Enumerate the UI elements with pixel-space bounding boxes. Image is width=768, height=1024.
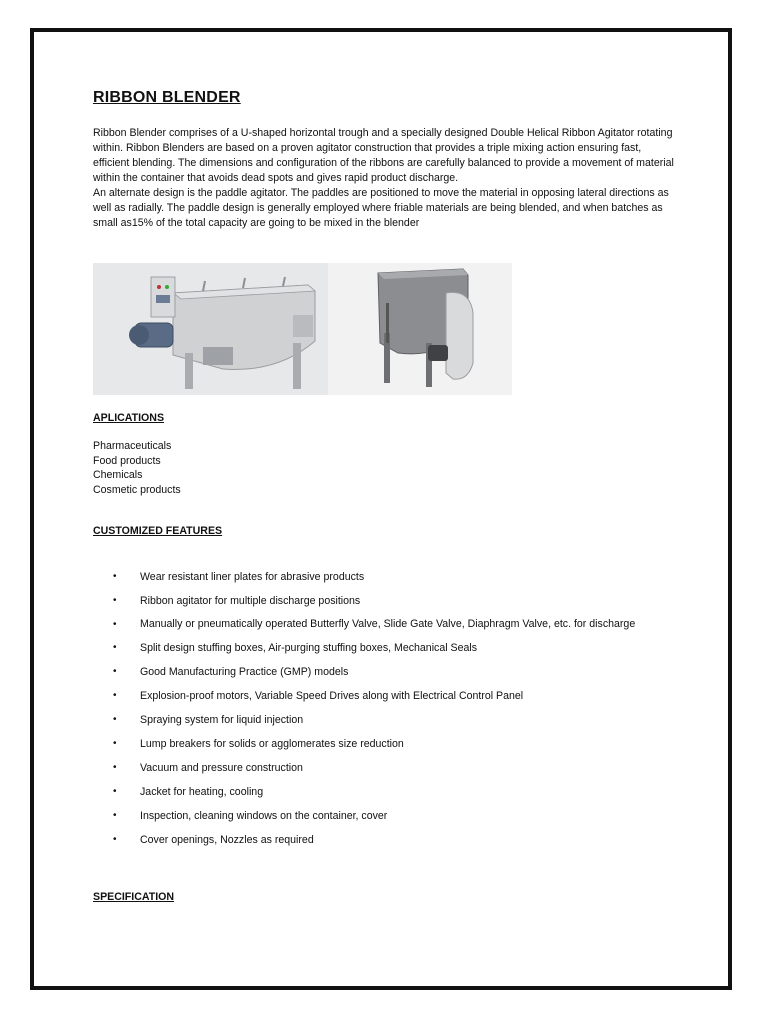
- feature-text: Explosion-proof motors, Variable Speed Drives along with Electrical Control Panel: [140, 690, 524, 702]
- list-item: [113, 613, 675, 636]
- features-heading: CUSTOMIZED FEATURES: [93, 525, 223, 537]
- bullet: •: [113, 642, 117, 653]
- applications-heading: APLICATIONS: [93, 412, 165, 424]
- list-item: [113, 684, 675, 708]
- list-item: [113, 756, 675, 780]
- list-item: [113, 708, 675, 732]
- list-item: [113, 660, 675, 684]
- list-item: Chemicals: [93, 469, 143, 482]
- bullet: •: [113, 810, 117, 821]
- feature-text: Inspection, cleaning windows on the container, cover: [140, 810, 388, 822]
- bullet: •: [113, 738, 117, 749]
- list-item: Pharmaceuticals: [93, 440, 172, 452]
- intro-paragraph-1: Ribbon Blender comprises of a U-shaped horizontal trough and a specially designed Double Helical Ribbon Agitator rotating within. Ribbon Blenders are based on a proven agitator construction that provides a triple mixing action ensuring fast, efficient blending. The dimensions and configuration of the ribbons are carefully balanced to provide a movement of material within the container that avoids dead spots and gives rapid product discharge.: [93, 127, 674, 184]
- feature-text: Lump breakers for solids or agglomerates size reduction: [140, 738, 404, 750]
- bullet: •: [113, 595, 117, 606]
- feature-text: Ribbon agitator for multiple discharge positions: [140, 595, 361, 607]
- feature-text: Vacuum and pressure construction: [140, 762, 303, 774]
- list-item: [113, 732, 675, 756]
- bullet: •: [113, 786, 117, 797]
- feature-text: Good Manufacturing Practice (GMP) models: [140, 666, 349, 678]
- ribbon-blender-photo-1: [93, 263, 328, 395]
- feature-text: Spraying system for liquid injection: [140, 714, 304, 726]
- intro-text: [93, 126, 675, 231]
- list-item: Cosmetic products: [93, 483, 181, 496]
- features-list: [113, 565, 675, 852]
- bullet: •: [113, 619, 117, 630]
- list-item: [113, 804, 675, 828]
- list-item: [113, 565, 675, 589]
- specification-heading: SPECIFICATION: [93, 891, 175, 903]
- bullet: •: [113, 762, 117, 773]
- feature-text: Cover openings, Nozzles as required: [140, 834, 314, 846]
- list-item: [113, 589, 675, 613]
- feature-text: Manually or pneumatically operated Butterfly Valve, Slide Gate Valve, Diaphragm Valve, etc. for discharge: [140, 618, 636, 630]
- product-images: [93, 263, 512, 395]
- feature-text: Split design stuffing boxes, Air-purging stuffing boxes, Mechanical Seals: [140, 642, 478, 654]
- intro-paragraph-2: An alternate design is the paddle agitator. The paddles are positioned to move the material in opposing lateral directions as well as radially. The paddle design is generally employed where friable materials are being blended, and when batches as small as15% of the total capacity are going to be mixed in the blender: [93, 187, 669, 229]
- ribbon-blender-photo-2: [328, 263, 512, 395]
- bullet: •: [113, 834, 117, 845]
- list-item: [113, 636, 675, 660]
- bullet: •: [113, 666, 117, 677]
- list-item: [113, 780, 675, 804]
- bullet: •: [113, 571, 117, 582]
- feature-text: Jacket for heating, cooling: [140, 786, 264, 798]
- feature-text: Wear resistant liner plates for abrasive products: [140, 571, 365, 583]
- bullet: •: [113, 714, 117, 725]
- bullet: •: [113, 690, 117, 701]
- list-item: [113, 828, 675, 852]
- list-item: Food products: [93, 454, 161, 467]
- document-title: RIBBON BLENDER: [93, 89, 241, 106]
- applications-list: [93, 439, 181, 497]
